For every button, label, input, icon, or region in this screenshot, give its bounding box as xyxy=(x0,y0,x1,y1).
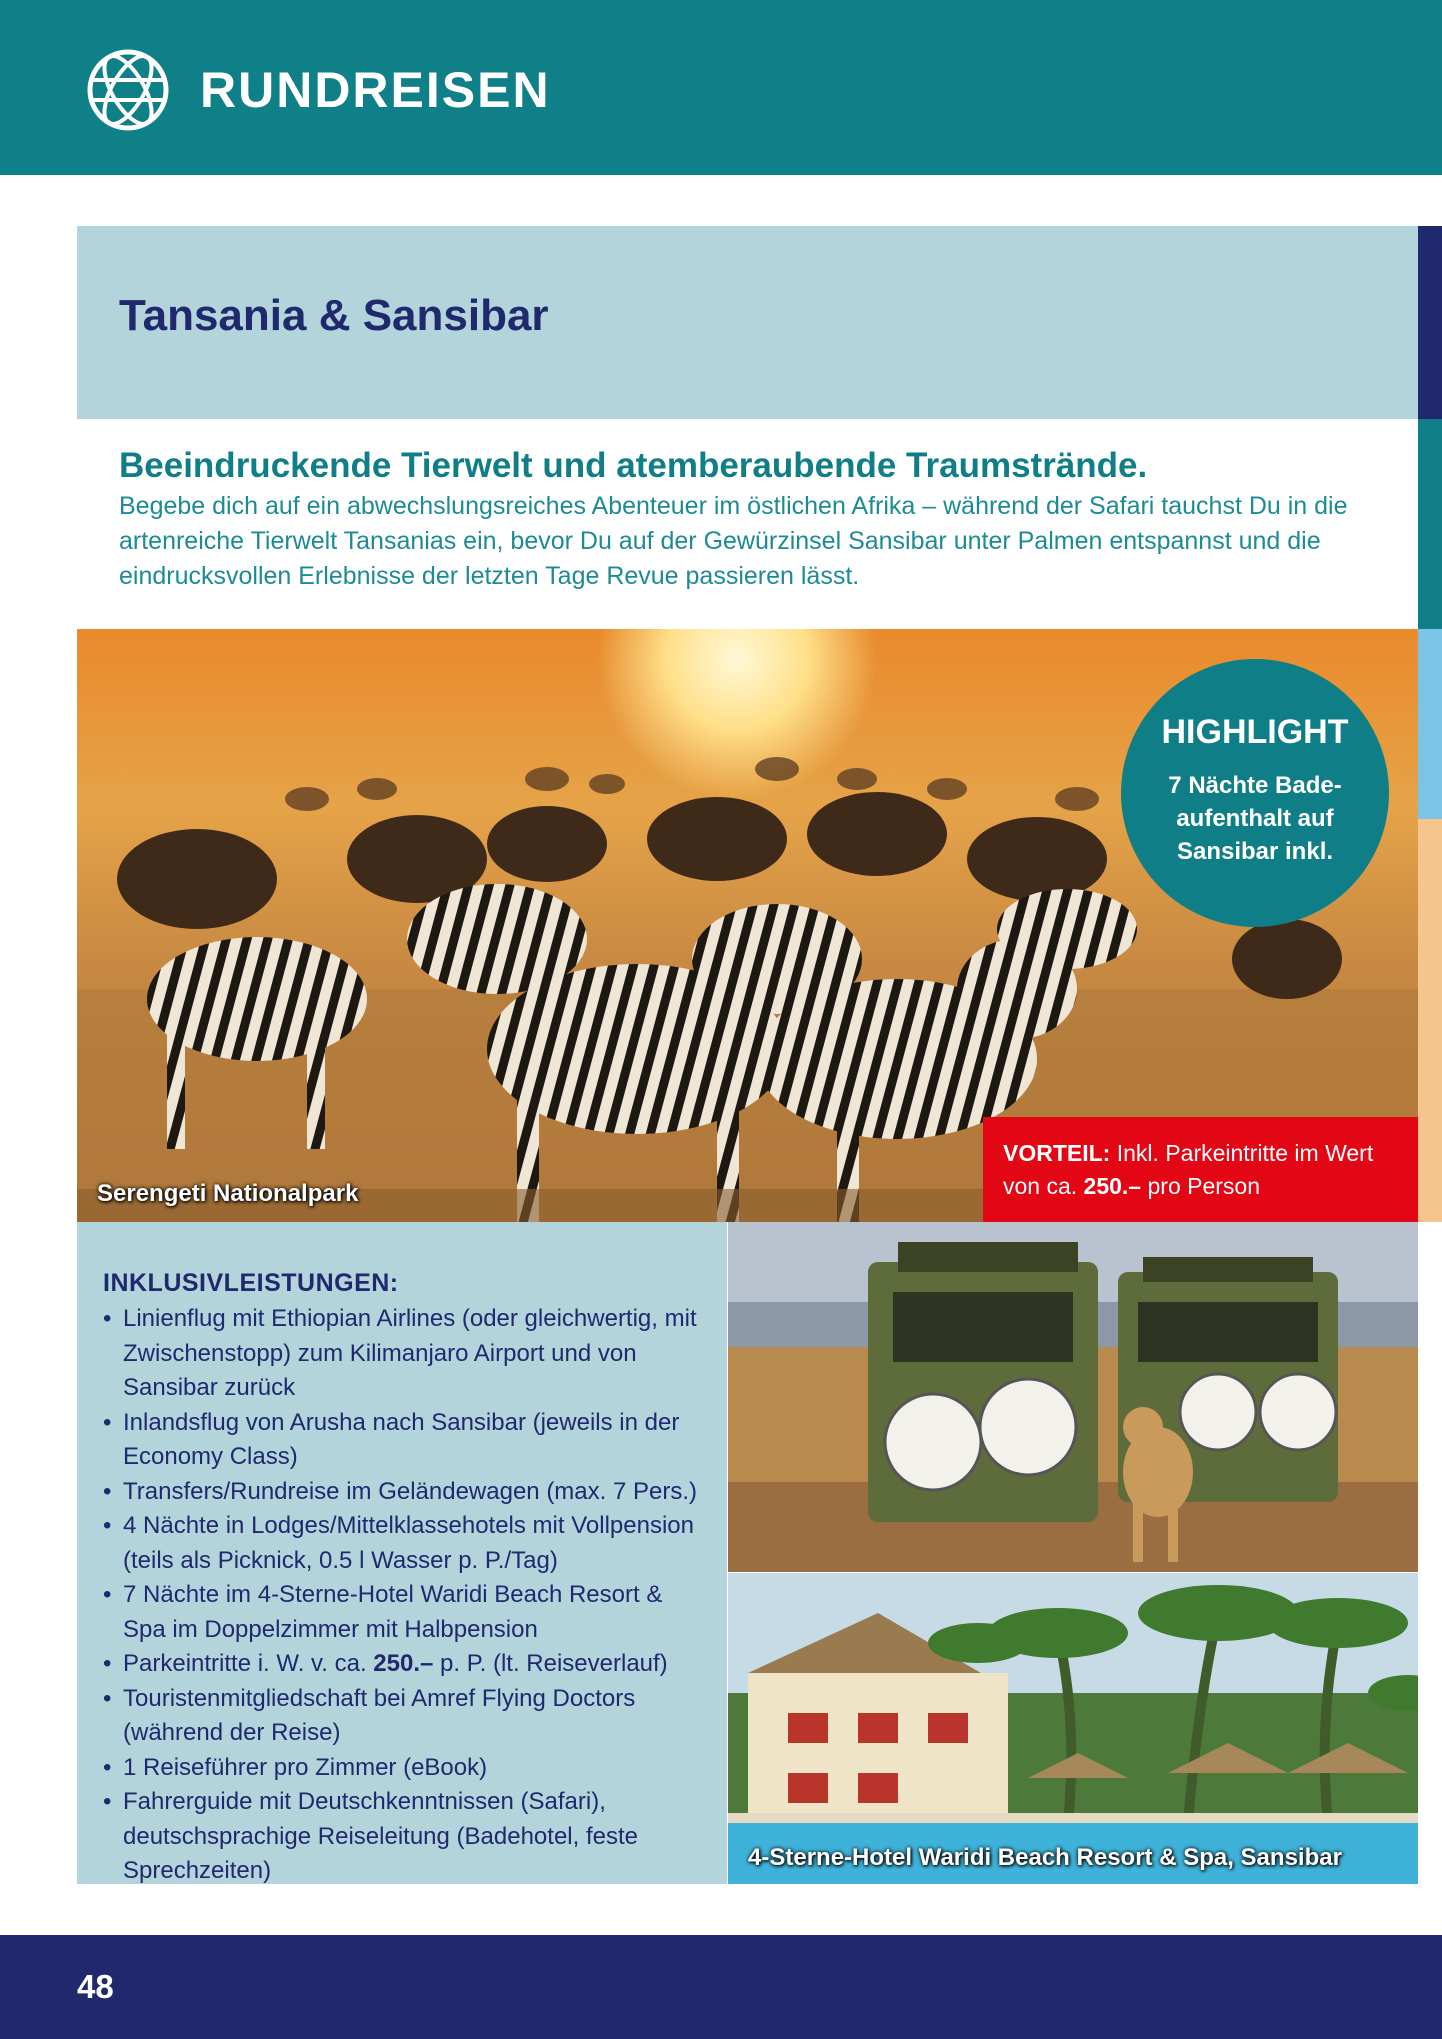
hotel-resort-illustration xyxy=(728,1573,1418,1884)
title-box xyxy=(77,226,1418,419)
park-amount: 250.– xyxy=(373,1650,434,1677)
inclusions-title: INKLUSIVLEISTUNGEN: xyxy=(103,1269,399,1297)
hero-caption: Serengeti Nationalpark xyxy=(97,1180,359,1207)
list-item-park xyxy=(103,1647,707,1682)
list-item: • 7 Nächte im 4-Sterne-Hotel Waridi Beach Resort & Spa im Doppelzimmer mit Halbpension xyxy=(103,1578,707,1647)
vorteil-box xyxy=(983,1117,1418,1222)
list-item: • Inlandsflug von Arusha nach Sansibar (jeweils in der Economy Class) xyxy=(103,1406,707,1475)
inclusions-list xyxy=(103,1302,707,1889)
hotel-caption: 4-Sterne-Hotel Waridi Beach Resort & Spa, Sansibar xyxy=(748,1844,1342,1871)
list-item: • Fahrerguide mit Deutschkenntnissen (Safari), deutschsprachige Reiseleitung (Badehotel, feste Sprechzeiten) xyxy=(103,1785,707,1889)
list-item: • Transfers/Rundreise im Geländewagen (max. 7 Pers.) xyxy=(103,1475,707,1510)
section-title: RUNDREISEN xyxy=(200,62,551,118)
page-footer xyxy=(0,1935,1442,2039)
globe-icon xyxy=(86,48,170,132)
badge-text: 7 Nächte Bade-aufenthalt auf Sansibar inkl. xyxy=(1168,772,1342,865)
subheadline: Beeindruckende Tierwelt und atemberaubende Traumstrände. xyxy=(119,446,1148,485)
highlight-badge xyxy=(1121,659,1389,927)
inclusions-box xyxy=(77,1222,727,1884)
photo-safari-vehicles xyxy=(728,1222,1418,1572)
side-tab-sand xyxy=(1418,819,1442,1222)
vorteil-label: VORTEIL: xyxy=(1003,1140,1111,1166)
list-item: • Touristenmitgliedschaft bei Amref Flying Doctors (während der Reise) xyxy=(103,1682,707,1751)
list-item: • Linienflug mit Ethiopian Airlines (oder gleichwertig, mit Zwischenstopp) zum Kilimanjaro Airport und von Sansibar zurück xyxy=(103,1302,707,1406)
page-title: Tansania & Sansibar xyxy=(119,291,549,340)
safari-vehicle-illustration xyxy=(728,1222,1418,1572)
section-header xyxy=(0,0,1442,175)
side-tab-teal xyxy=(1418,419,1442,629)
side-tab-navy xyxy=(1418,226,1442,419)
photo-hotel-resort xyxy=(728,1573,1418,1884)
intro-text: Begebe dich auf ein abwechslungsreiches Abenteuer im östlichen Afrika – während der Safari tauchst Du in die artenreiche Tierwelt Tansanias ein, bevor Du auf der Gewürzinsel Sansibar unter Palmen entspannst und die eindrucksvollen Erlebnisse der letzten Tage Revue passieren lässt. xyxy=(119,492,1348,590)
park-text: Parkeintritte i. W. v. ca. xyxy=(123,1650,374,1677)
park-text-after: p. P. (lt. Reiseverlauf) xyxy=(433,1650,668,1677)
vorteil-amount: 250.– xyxy=(1083,1173,1142,1199)
page-number: 48 xyxy=(77,1968,114,2005)
badge-title: HIGHLIGHT xyxy=(1161,713,1349,751)
list-item: • 4 Nächte in Lodges/Mittelklassehotels mit Vollpension (teils als Picknick, 0.5 l Wasser p. P./Tag) xyxy=(103,1509,707,1578)
vorteil-text-after: pro Person xyxy=(1141,1173,1261,1199)
list-item: • 1 Reiseführer pro Zimmer (eBook) xyxy=(103,1751,707,1786)
vorteil-text: Inkl. Parkeintritte im Wert von ca. xyxy=(1003,1140,1374,1199)
side-tab-lightblue xyxy=(1418,629,1442,819)
